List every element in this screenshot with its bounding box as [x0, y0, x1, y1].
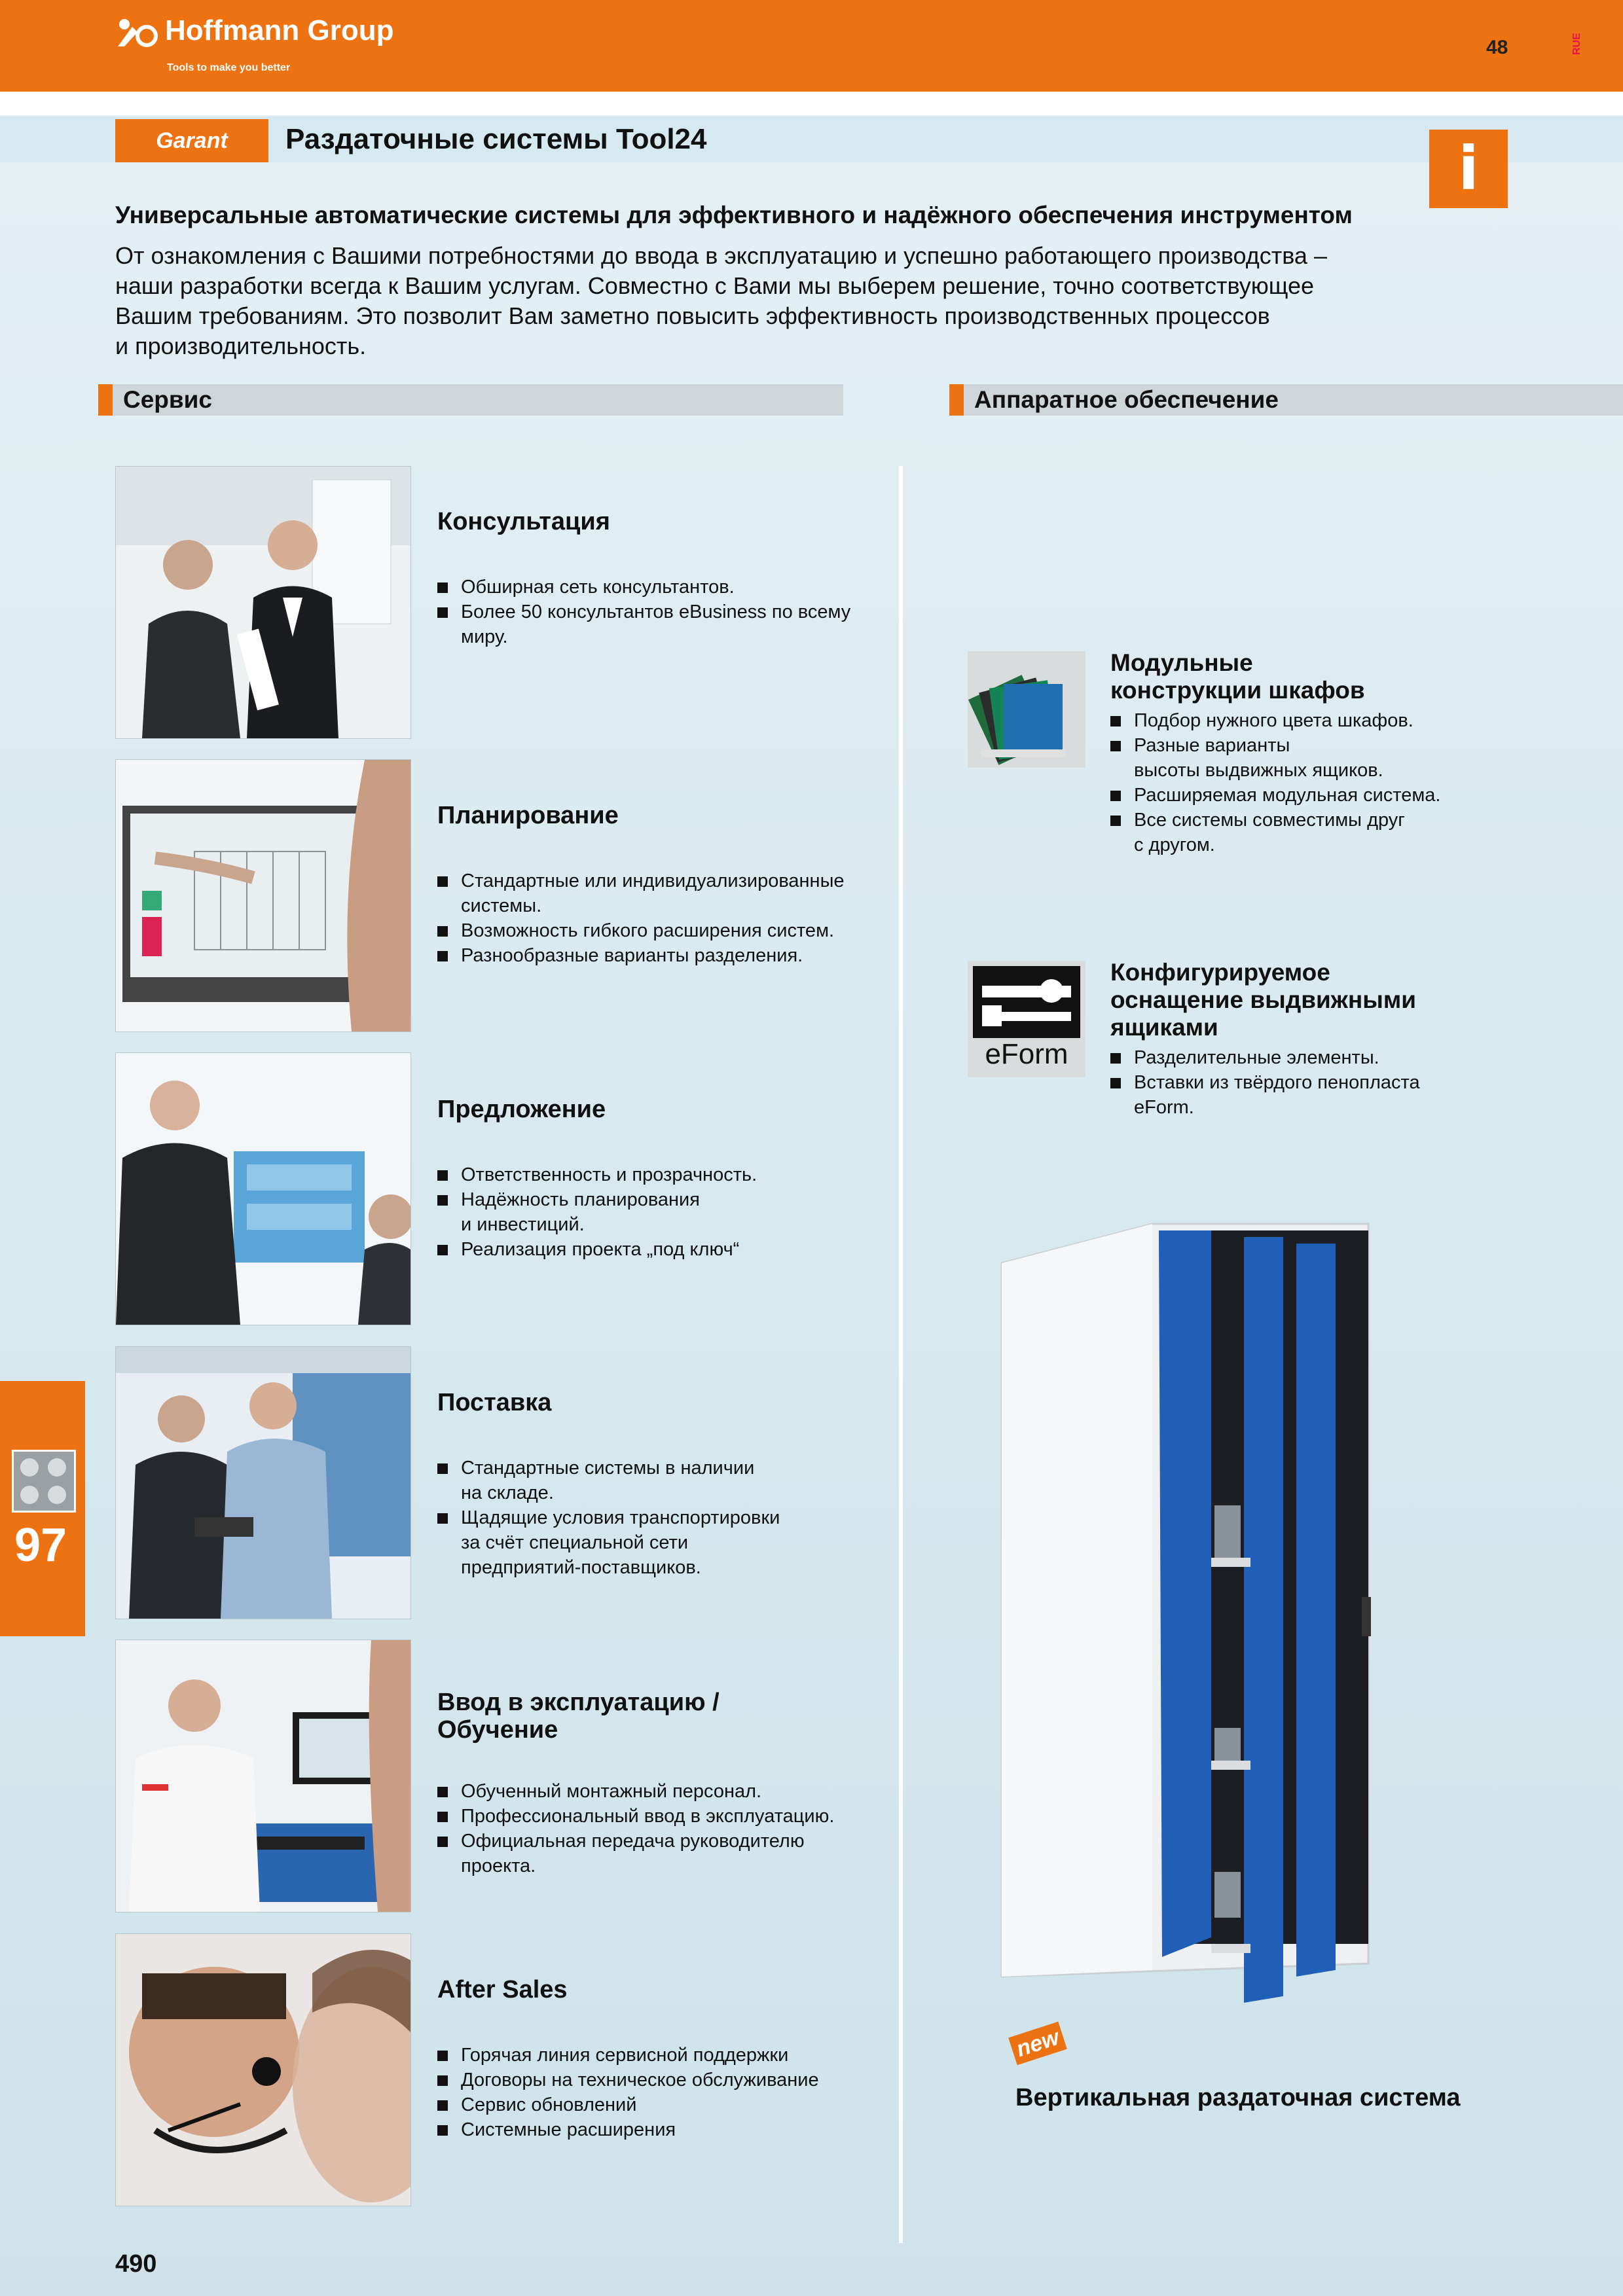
list-item: Официальная передача руководителю: [437, 1829, 896, 1854]
list-item: Вставки из твёрдого пенопласта: [1110, 1070, 1503, 1095]
hardware-drawer: [1110, 959, 1503, 1120]
brand-tagline: Tools to make you better: [167, 62, 291, 73]
eform-label: eForm: [985, 1038, 1068, 1070]
list-item: Разделительные элементы.: [1110, 1045, 1503, 1070]
list-item-continuation: и инвестиций.: [461, 1214, 585, 1235]
list-item: [1110, 833, 1503, 857]
service-section-title: Сервис: [123, 386, 212, 413]
service-list: [437, 869, 896, 968]
list-item: Горячая линия сервисной поддержки: [437, 2043, 896, 2068]
garant-logo-text: Garant: [156, 128, 228, 153]
hardware-title: Модульные: [1110, 649, 1253, 676]
offer-photo: [115, 1052, 411, 1325]
list-item: Профессиональный ввод в эксплуатацию.: [437, 1804, 896, 1829]
service-after-sales: [437, 1976, 896, 2142]
service-commissioning: [437, 1689, 896, 1878]
list-item-continuation: системы.: [461, 895, 542, 916]
commissioning-photo: [115, 1640, 411, 1912]
hardware-modular: [1110, 649, 1503, 857]
service-title: Обучение: [437, 1716, 558, 1744]
language-code: RUE: [1571, 33, 1582, 55]
brand-name: Hoffmann Group: [165, 14, 394, 46]
list-item: Все системы совместимы друг: [1110, 808, 1503, 833]
list-item: Ответственность и прозрачность.: [437, 1162, 896, 1187]
subheading: Универсальные автоматические системы для эффективного и надёжного обеспечения инструментом: [115, 202, 1353, 228]
chapter-number: 97: [14, 1519, 67, 1571]
hardware-title: оснащение выдвижными: [1110, 986, 1416, 1013]
vertical-dispenser-cabinet: [995, 1217, 1388, 2029]
list-item: [437, 1854, 896, 1878]
list-item: Более 50 консультантов eBusiness по всему миру.: [437, 600, 896, 649]
info-icon: i: [1429, 130, 1508, 208]
intro-line: Вашим требованиям. Это позволит Вам заметно повысить эффективность производственных процессов: [115, 302, 1270, 329]
service-title: Консультация: [437, 508, 610, 535]
list-item-continuation: проекта.: [461, 1856, 536, 1876]
page-number: 490: [115, 2250, 157, 2278]
product-caption: Вертикальная раздаточная система: [1015, 2084, 1461, 2111]
list-item: Подбор нужного цвета шкафов.: [1110, 708, 1503, 733]
intro-text: [115, 241, 1379, 361]
chapter-icon: [12, 1450, 76, 1513]
service-list: [437, 1779, 896, 1878]
delivery-photo: [115, 1346, 411, 1619]
column-divider: [899, 466, 903, 2243]
intro-line: наши разработки всегда к Вашим услугам. Совместно с Вами мы выберем решение, точно соответствующее: [115, 272, 1315, 299]
eform-icon: [968, 961, 1085, 1077]
list-item: Договоры на техническое обслуживание: [437, 2068, 896, 2092]
consulting-photo: [115, 466, 411, 739]
hardware-title: конструкции шкафов: [1110, 677, 1365, 704]
list-item: Реализация проекта „под ключ“: [437, 1237, 896, 1262]
list-item-continuation: за счёт специальной сети: [461, 1532, 689, 1553]
list-item: [1110, 1095, 1503, 1120]
header-divider: [0, 92, 1623, 115]
brand-logo: [115, 14, 394, 49]
service-title: After Sales: [437, 1976, 568, 2003]
service-delivery: [437, 1389, 896, 1580]
color-swatches-icon: [968, 651, 1085, 768]
service-title: Поставка: [437, 1389, 552, 1416]
list-item: Щадящие условия транспортировки: [437, 1505, 896, 1530]
hardware-title: Конфигурируемое: [1110, 959, 1330, 986]
list-item: [437, 1212, 896, 1237]
list-item: Стандартные системы в наличии: [437, 1456, 896, 1480]
tool-insert-icon: [973, 966, 1080, 1038]
service-list: [437, 2043, 896, 2142]
list-item: [437, 1530, 896, 1555]
hardware-list: [1110, 1045, 1503, 1120]
list-item: [1110, 758, 1503, 783]
list-item-continuation: предприятий-поставщиков.: [461, 1557, 701, 1578]
list-item-continuation: высоты выдвижных ящиков.: [1134, 760, 1383, 781]
service-title: Планирование: [437, 802, 619, 829]
list-item: [437, 1480, 896, 1505]
intro-line: и производительность.: [115, 332, 367, 359]
after-sales-photo: [115, 1933, 411, 2206]
service-section-marker: [98, 384, 113, 416]
service-list: [437, 1162, 896, 1262]
list-item: Обширная сеть консультантов.: [437, 575, 896, 600]
list-item: Разнообразные варианты разделения.: [437, 943, 896, 968]
list-item-continuation: с другом.: [1134, 834, 1215, 855]
list-item: [437, 1555, 896, 1580]
list-item: Стандартные или индивидуализированные: [437, 869, 896, 893]
list-item: [437, 893, 896, 918]
hardware-list: [1110, 708, 1503, 857]
service-list: [437, 1456, 896, 1580]
list-item: Возможность гибкого расширения систем.: [437, 918, 896, 943]
storage-grid-icon: [14, 1452, 74, 1511]
list-item: Сервис обновлений: [437, 2092, 896, 2117]
service-planning: [437, 802, 896, 968]
service-title: Предложение: [437, 1096, 606, 1123]
list-item-continuation: на складе.: [461, 1482, 554, 1503]
list-item: Системные расширения: [437, 2117, 896, 2142]
hoffmann-logo-icon: [115, 15, 161, 49]
list-item: Надёжность планирования: [437, 1187, 896, 1212]
service-consulting: [437, 508, 896, 649]
page-title: Раздаточные системы Tool24: [285, 123, 707, 155]
service-offer: [437, 1096, 896, 1262]
planning-photo: [115, 759, 411, 1032]
list-item: Разные варианты: [1110, 733, 1503, 758]
intro-line: От ознакомления с Вашими потребностями до ввода в эксплуатацию и успешно работающего производства –: [115, 242, 1327, 269]
hardware-section-title: Аппаратное обеспечение: [974, 386, 1279, 413]
list-item: Расширяемая модульная система.: [1110, 783, 1503, 808]
new-badge: new: [1008, 2022, 1067, 2066]
service-title: Ввод в эксплуатацию /: [437, 1689, 720, 1716]
list-item: Обученный монтажный персонал.: [437, 1779, 896, 1804]
hardware-title: ящиками: [1110, 1014, 1218, 1041]
garant-logo: [115, 119, 268, 162]
hardware-section-marker: [949, 384, 964, 416]
service-list: [437, 575, 896, 649]
list-item-continuation: eForm.: [1134, 1097, 1194, 1118]
section-page-number: 48: [1486, 37, 1508, 58]
